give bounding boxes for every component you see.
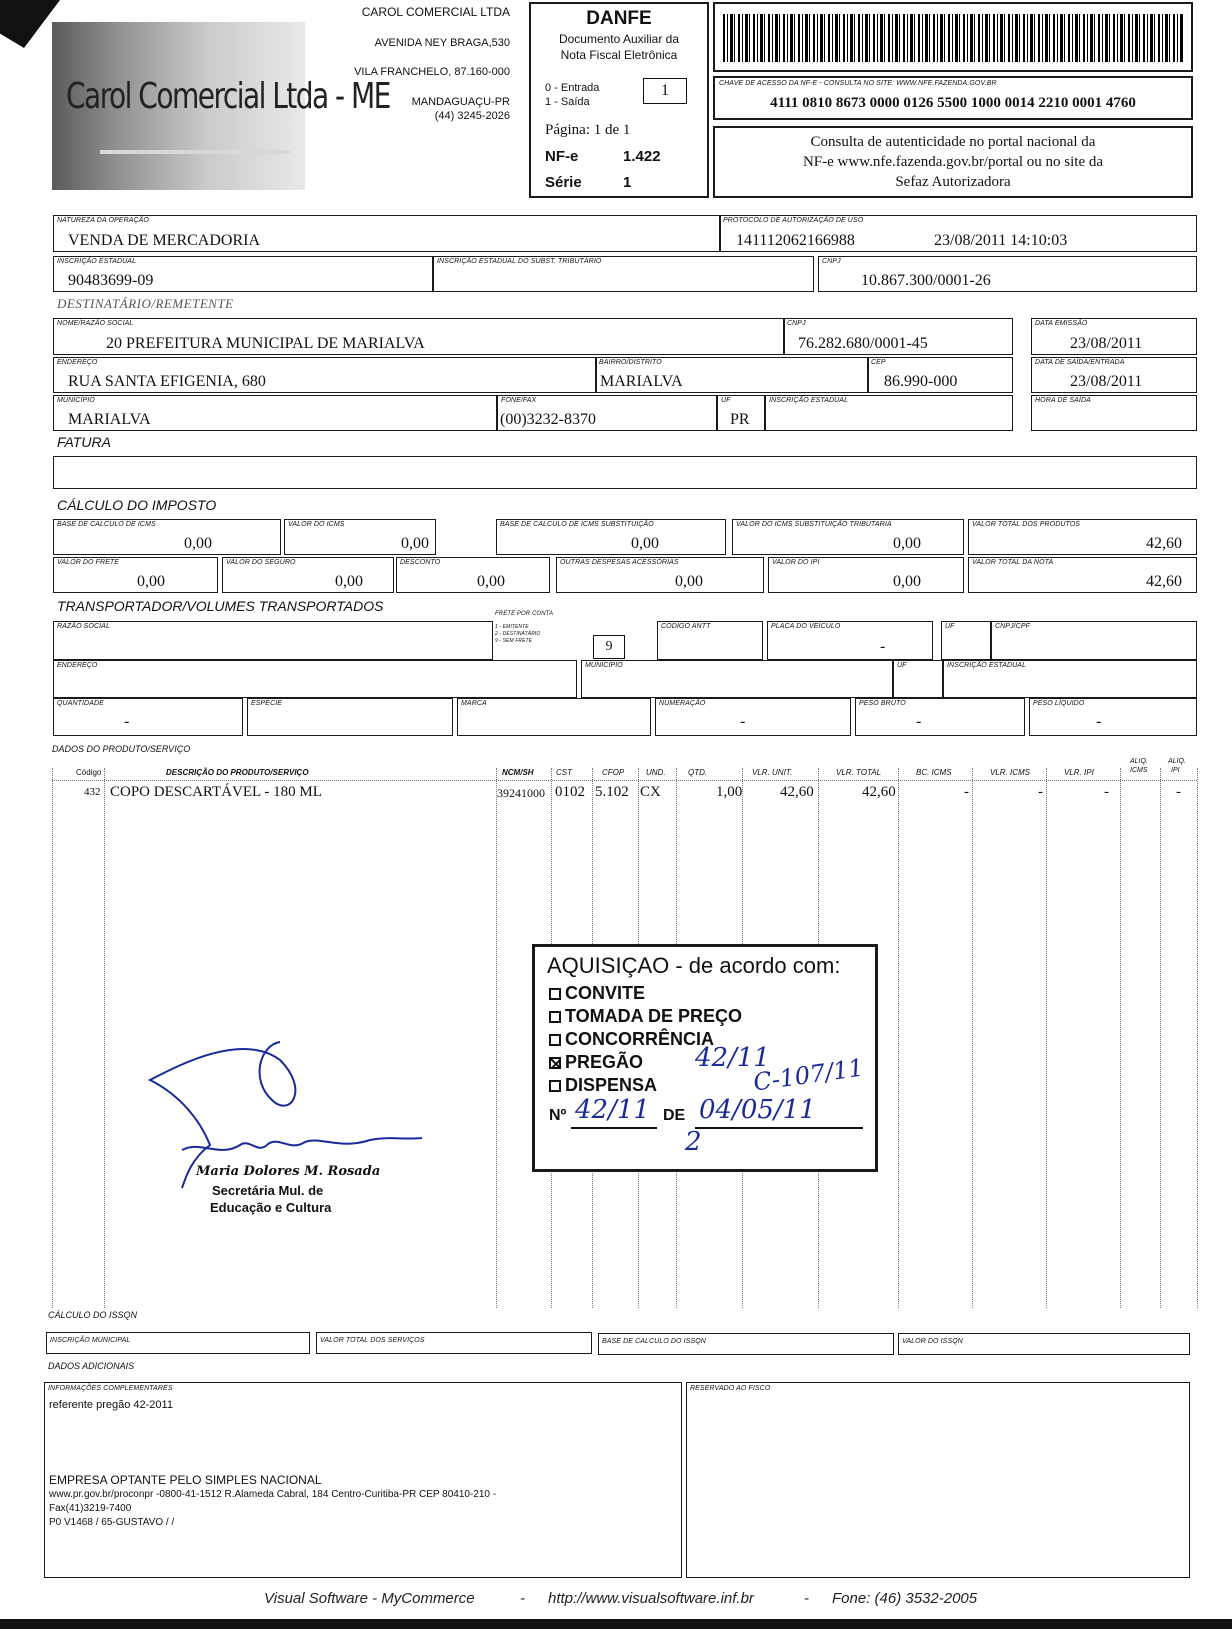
info-line-4: Fax(41)3219-7400 xyxy=(49,1503,132,1514)
scan-corner-mark xyxy=(0,0,60,48)
row-vlr-icms: - xyxy=(1038,784,1043,800)
access-key-label: CHAVE DE ACESSO DA NF-E - CONSULTA NO SITE: WWW.NFE.FAZENDA.GOV.BR xyxy=(719,80,997,87)
icms-field xyxy=(284,519,436,555)
district-value: MARIALVA xyxy=(600,373,683,390)
exit-date-label: DATA DE SAÍDA/ENTRADA xyxy=(1035,359,1125,366)
carrier-name-label: RAZÃO SOCIAL xyxy=(57,623,110,630)
issqn-value-label: VALOR DO ISSQN xyxy=(902,1338,963,1345)
danfe-box xyxy=(529,2,709,198)
signature-role-1: Secretária Mul. de xyxy=(212,1183,324,1198)
icms-st-value: 0,00 xyxy=(893,535,921,552)
total-products-value: 42,60 xyxy=(1146,535,1182,552)
issuer-cnpj-field xyxy=(818,256,1197,292)
quantity-value: - xyxy=(124,713,130,730)
col-sep xyxy=(104,768,105,1308)
row-code: 432 xyxy=(84,786,101,798)
exit-date-value: 23/08/2011 xyxy=(1070,373,1143,390)
row-unit-price: 42,60 xyxy=(780,784,814,800)
stamp-item-label: CONCORRÊNCIA xyxy=(565,1029,715,1049)
city-field xyxy=(53,395,497,431)
uf-label: UF xyxy=(721,397,731,404)
nature-field xyxy=(53,215,721,252)
recipient-name-value: 20 PREFEITURA MUNICIPAL DE MARIALVA xyxy=(106,335,425,352)
issuer-city: MANDAGUAÇU-PR xyxy=(411,96,510,108)
col-total: VLR. TOTAL xyxy=(836,768,882,777)
plate-field xyxy=(767,621,933,660)
freight-opt-1: 1 - EMITENTE xyxy=(495,624,529,630)
stamp-item-tomada xyxy=(549,1006,742,1027)
col-aliq-icms-1: ALIQ. xyxy=(1130,758,1148,765)
ie-st-field xyxy=(433,256,814,292)
cep-label: CEP xyxy=(871,359,886,366)
col-sep xyxy=(972,768,973,1308)
carrier-ie-field xyxy=(943,660,1197,698)
info-line-3: www.pr.gov.br/proconpr -0800-41-1512 R.Alameda Cabral, 184 Centro-Curitiba-PR CEP 80410-210 - xyxy=(49,1489,497,1500)
carrier-uf-field xyxy=(941,621,991,660)
insurance-value: 0,00 xyxy=(335,573,363,590)
tax-section-title: CÁLCULO DO IMPOSTO xyxy=(57,497,217,513)
col-aliq-icms-2: ICMS xyxy=(1130,767,1148,774)
products-section-title: DADOS DO PRODUTO/SERVIÇO xyxy=(52,744,191,754)
footer-software: Visual Software - MyCommerce xyxy=(264,1590,475,1607)
total-products-label: VALOR TOTAL DOS PRODUTOS xyxy=(972,521,1081,528)
carrier-uf-label: UF xyxy=(945,623,955,630)
carrier-address-field xyxy=(53,660,577,698)
address-label: ENDEREÇO xyxy=(57,359,98,366)
footer-url[interactable]: http://www.visualsoftware.inf.br xyxy=(548,1590,754,1607)
recipient-cnpj-value: 76.282.680/0001-45 xyxy=(798,335,928,352)
freight-opt-2: 2 - DESTINATÁRIO xyxy=(495,631,541,637)
serie-number: 1 xyxy=(623,174,632,191)
row-cfop: 5.102 xyxy=(595,784,629,800)
type-box xyxy=(643,78,687,104)
phone-field xyxy=(497,395,717,431)
base-icms-label: BASE DE CALCULO DE ICMS xyxy=(57,521,156,528)
row-bc-icms: - xyxy=(964,784,969,800)
carrier-ie-label: INSCRIÇÃO ESTADUAL xyxy=(947,662,1027,669)
logo-underline xyxy=(100,150,290,154)
cep-value: 86.990-000 xyxy=(884,373,958,390)
serie-label: Série xyxy=(545,174,582,191)
freight-field xyxy=(53,557,218,593)
checkbox-icon xyxy=(549,988,561,1000)
checkbox-icon xyxy=(549,1080,561,1092)
row-total: 42,60 xyxy=(862,784,896,800)
scan-bottom-edge xyxy=(0,1619,1232,1629)
stamp-number-line xyxy=(571,1127,657,1129)
col-vlr-icms: VLR. ICMS xyxy=(990,768,1031,777)
numbering-label: NUMERAÇÃO xyxy=(659,700,706,707)
icms-st-field xyxy=(732,519,964,555)
emission-label: DATA EMISSÃO xyxy=(1035,320,1088,327)
insurance-field xyxy=(222,557,394,593)
access-key-value: 4111 0810 8673 0000 0126 5500 1000 0014 2210 0001 4760 xyxy=(770,95,1136,111)
other-expenses-label: OUTRAS DESPESAS ACESSÓRIAS xyxy=(560,559,679,566)
complementary-info-box xyxy=(44,1382,682,1578)
carrier-uf2-label: UF xyxy=(897,662,907,669)
footer-phone: Fone: (46) 3532-2005 xyxy=(832,1590,978,1607)
additional-section-title: DADOS ADICIONAIS xyxy=(48,1361,135,1371)
col-sep xyxy=(1120,768,1121,1308)
municipal-reg-field xyxy=(46,1332,310,1354)
antt-field xyxy=(657,621,763,660)
exit-time-field xyxy=(1031,395,1197,431)
stamp-number-value: 42/11 xyxy=(575,1095,650,1125)
consult-line-2: NF-e www.nfe.fazenda.gov.br/portal ou no site da xyxy=(802,154,1104,170)
consult-line-3: Sefaz Autorizadora xyxy=(895,174,1011,190)
insurance-label: VALOR DO SEGURO xyxy=(226,559,296,566)
base-icms-value: 0,00 xyxy=(184,535,212,552)
hand-note-3: 2 xyxy=(685,1127,702,1157)
city-value: MARIALVA xyxy=(68,411,151,428)
issqn-value-field xyxy=(898,1333,1190,1355)
col-unit-price: VLR. UNIT. xyxy=(752,768,793,777)
ipi-value: 0,00 xyxy=(893,573,921,590)
discount-label: DESCONTO xyxy=(400,559,441,566)
base-icms-field xyxy=(53,519,281,555)
freight-label: VALOR DO FRETE xyxy=(57,559,120,566)
total-note-field xyxy=(968,557,1197,593)
stamp-item-label: PREGÃO xyxy=(565,1052,644,1072)
col-sep xyxy=(1046,768,1047,1308)
nature-label: NATUREZA DA OPERAÇÃO xyxy=(57,217,149,224)
issqn-base-label: BASE DE CALCULO DO ISSQN xyxy=(602,1338,706,1345)
protocol-label: PROTOCOLO DE AUTORIZAÇÃO DE USO xyxy=(723,217,864,224)
numbering-value: - xyxy=(740,713,746,730)
row-cst: 0102 xyxy=(555,784,585,800)
other-expenses-field xyxy=(556,557,764,593)
signature-role-2: Educação e Cultura xyxy=(210,1200,332,1215)
recipient-name-field xyxy=(53,318,785,355)
col-aliq-ipi-2: IPI xyxy=(1171,767,1180,774)
species-field xyxy=(247,698,453,736)
exit-time-label: HORA DE SAÍDA xyxy=(1035,397,1091,404)
cep-field xyxy=(867,357,1013,393)
base-st-label: BASE DE CALCULO DE ICMS SUBSTITUIÇÃO xyxy=(500,521,654,528)
uf-field xyxy=(717,395,765,431)
col-aliq-ipi-1: ALIQ. xyxy=(1168,758,1186,765)
numbering-field xyxy=(655,698,851,736)
transport-section-title: TRANSPORTADOR/VOLUMES TRANSPORTADOS xyxy=(57,598,384,614)
services-total-field xyxy=(316,1332,592,1354)
stamp-item-label: TOMADA DE PREÇO xyxy=(565,1006,743,1026)
freight-code-box xyxy=(593,635,625,659)
carrier-uf2-field xyxy=(893,660,943,698)
recipient-ie-field xyxy=(765,395,1013,431)
col-sep xyxy=(496,768,497,1308)
stamp-date-line xyxy=(695,1127,863,1129)
col-qty: QTD. xyxy=(688,768,708,777)
discount-field xyxy=(396,557,550,593)
base-st-value: 0,00 xyxy=(631,535,659,552)
carrier-name-field xyxy=(53,621,493,660)
exit-date-field xyxy=(1031,357,1197,393)
quantity-field xyxy=(53,698,243,736)
hand-note-2: C-107/11 xyxy=(751,1053,866,1097)
freight-code-value: 9 xyxy=(605,639,613,654)
carrier-city-label: MUNICÍPIO xyxy=(585,662,623,669)
plate-label: PLACA DO VEÍCULO xyxy=(771,623,841,630)
issuer-cnpj-label: CNPJ xyxy=(822,258,841,265)
recipient-ie-label: INSCRIÇÃO ESTADUAL xyxy=(769,397,849,404)
col-vlr-ipi: VLR. IPI xyxy=(1064,768,1094,777)
col-bc-icms: BC. ICMS xyxy=(916,768,952,777)
consult-box xyxy=(713,126,1193,198)
district-label: BAIRRO/DISTRITO xyxy=(599,359,662,366)
brand-label: MARCA xyxy=(461,700,487,707)
net-weight-value: - xyxy=(1096,713,1102,730)
type-value: 1 xyxy=(661,82,669,99)
row-desc: COPO DESCARTÁVEL - 180 ML xyxy=(110,784,322,800)
stamp-item-pregao xyxy=(549,1052,643,1073)
logo-text: Carol Comercial Ltda - ME xyxy=(66,76,390,117)
ie-st-label: INSCRIÇÃO ESTADUAL DO SUBST. TRIBUTÁRIO xyxy=(437,258,602,265)
recipient-cnpj-field xyxy=(783,318,1013,355)
freight-resp-label: FRETE POR CONTA xyxy=(495,611,554,617)
gross-weight-field xyxy=(855,698,1025,736)
entry-label: 0 - Entrada xyxy=(545,82,600,94)
freight-responsibility xyxy=(495,611,653,660)
row-ncm: 39241000 xyxy=(497,786,545,800)
quantity-label: QUANTIDADE xyxy=(57,700,104,707)
icms-st-label: VALOR DO ICMS SUBSTITUIÇÃO TRIBUTARIA xyxy=(736,521,892,528)
ie-value: 90483699-09 xyxy=(68,272,154,289)
hand-note-1: 42/11 xyxy=(695,1043,770,1073)
nfe-label: NF-e xyxy=(545,148,579,165)
services-total-label: VALOR TOTAL DOS SERVIÇOS xyxy=(320,1337,425,1344)
species-label: ESPÉCIE xyxy=(251,700,283,707)
issuer-district: VILA FRANCHELO, 87.160-000 xyxy=(354,66,510,78)
phone-label: FONE/FAX xyxy=(501,397,537,404)
danfe-title: DANFE xyxy=(586,8,652,29)
icms-value: 0,00 xyxy=(401,535,429,552)
stamp-date-value: 04/05/11 xyxy=(699,1095,816,1125)
stamp-item-dispensa xyxy=(549,1075,657,1096)
gross-weight-label: PESO BRUTO xyxy=(859,700,906,707)
plate-value: - xyxy=(880,638,886,655)
icms-label: VALOR DO ICMS xyxy=(288,521,345,528)
page-number: Página: 1 de 1 xyxy=(545,122,631,138)
issqn-section-title: CÁLCULO DO ISSQN xyxy=(48,1310,138,1320)
city-label: MUNICÍPIO xyxy=(57,397,95,404)
stamp-item-label: DISPENSA xyxy=(565,1075,658,1095)
address-field xyxy=(53,357,597,393)
address-value: RUA SANTA EFIGENIA, 680 xyxy=(68,373,266,390)
row-aliq-ipi: - xyxy=(1176,784,1181,800)
base-st-field xyxy=(496,519,726,555)
recipient-name-label: NOME/RAZÃO SOCIAL xyxy=(57,320,134,327)
recipient-section-title: DESTINATÁRIO/REMETENTE xyxy=(57,296,234,311)
stamp-item-convite xyxy=(549,983,645,1004)
barcode-box xyxy=(713,2,1193,72)
discount-value: 0,00 xyxy=(477,573,505,590)
col-sep xyxy=(1160,768,1161,1308)
stamp-of-label: DE xyxy=(663,1107,686,1124)
footer-sep-2: - xyxy=(804,1590,809,1607)
net-weight-label: PESO LÍQUIDO xyxy=(1033,700,1085,707)
info-line-1: referente pregão 42-2011 xyxy=(49,1399,173,1411)
issuer-logo xyxy=(52,22,390,190)
fatura-section-title: FATURA xyxy=(57,434,111,450)
consult-line-1: Consulta de autenticidade no portal nacional da xyxy=(810,134,1096,150)
ipi-field xyxy=(768,557,964,593)
protocol-field xyxy=(719,215,1197,252)
municipal-reg-label: INSCRIÇÃO MUNICIPAL xyxy=(50,1337,131,1344)
info-line-2: EMPRESA OPTANTE PELO SIMPLES NACIONAL xyxy=(49,1473,322,1487)
footer-sep-1: - xyxy=(520,1590,525,1607)
recipient-cnpj-label: CNPJ xyxy=(787,320,806,327)
col-sep xyxy=(898,768,899,1308)
other-expenses-value: 0,00 xyxy=(675,573,703,590)
fisco-box xyxy=(686,1382,1190,1578)
brand-field xyxy=(457,698,651,736)
col-cst: CST xyxy=(556,768,572,777)
fatura-box xyxy=(53,456,1197,489)
exit-label: 1 - Saída xyxy=(545,96,590,108)
col-unit: UND. xyxy=(646,768,666,777)
phone-value: (00)3232-8370 xyxy=(500,411,596,428)
total-products-field xyxy=(968,519,1197,555)
protocol-date: 23/08/2011 14:10:03 xyxy=(934,232,1068,249)
fisco-label: RESERVADO AO FISCO xyxy=(690,1385,771,1392)
district-field xyxy=(595,357,869,393)
net-weight-field xyxy=(1029,698,1197,736)
col-sep xyxy=(1197,768,1198,1308)
danfe-subtitle-2: Nota Fiscal Eletrônica xyxy=(560,48,678,62)
checkbox-icon xyxy=(549,1011,561,1023)
header-rule xyxy=(52,780,1197,781)
stamp-item-label: CONVITE xyxy=(565,983,646,1003)
access-key-box xyxy=(713,76,1193,120)
col-desc: DESCRIÇÃO DO PRODUTO/SERVIÇO xyxy=(166,768,309,777)
row-vlr-ipi: - xyxy=(1104,784,1109,800)
issuer-name: CAROL COMERCIAL LTDA xyxy=(361,5,510,19)
ie-label: INSCRIÇÃO ESTADUAL xyxy=(57,258,137,265)
barcode xyxy=(723,14,1183,62)
total-note-value: 42,60 xyxy=(1146,573,1182,590)
freight-value: 0,00 xyxy=(137,573,165,590)
col-cfop: CFOP xyxy=(602,768,625,777)
total-note-label: VALOR TOTAL DA NOTA xyxy=(972,559,1054,566)
stamp-number-label: Nº xyxy=(549,1107,567,1124)
ipi-label: VALOR DO IPI xyxy=(772,559,820,566)
antt-label: CÓDIGO ANTT xyxy=(661,623,711,630)
protocol-value: 141112062166988 xyxy=(736,232,855,249)
col-ncm: NCM/SH xyxy=(502,768,534,777)
nfe-number: 1.422 xyxy=(623,148,661,165)
row-unit: CX xyxy=(640,784,661,800)
gross-weight-value: - xyxy=(916,713,922,730)
footer xyxy=(0,1590,1232,1612)
signature-name: Maria Dolores M. Rosada xyxy=(196,1164,381,1179)
issuer-address: AVENIDA NEY BRAGA,530 xyxy=(374,37,510,49)
row-qty: 1,00 xyxy=(716,784,743,800)
issuer-phone: (44) 3245-2026 xyxy=(434,110,510,122)
ie-field xyxy=(53,256,433,292)
complementary-info-label: INFORMAÇÕES COMPLEMENTARES xyxy=(48,1385,173,1392)
col-code: Código xyxy=(76,768,102,777)
issqn-base-field xyxy=(598,1333,894,1355)
carrier-city-field xyxy=(581,660,893,698)
col-sep xyxy=(52,768,53,1308)
freight-opt-3: 9 - SEM FRETE xyxy=(495,638,533,644)
stamp-item-concorrencia xyxy=(549,1029,714,1050)
danfe-subtitle-1: Documento Auxiliar da xyxy=(558,32,680,46)
carrier-cnpj-label: CNPJ/CPF xyxy=(995,623,1031,630)
stamp-title: AQUISIÇAO - de acordo com: xyxy=(547,953,841,978)
acquisition-stamp xyxy=(532,944,878,1172)
uf-value: PR xyxy=(730,411,750,428)
carrier-cnpj-field xyxy=(991,621,1197,660)
checked-checkbox-icon xyxy=(549,1057,561,1069)
nature-value: VENDA DE MERCADORIA xyxy=(68,232,260,249)
info-line-5: P0 V1468 / 65-GUSTAVO / / xyxy=(49,1517,175,1528)
checkbox-icon xyxy=(549,1034,561,1046)
emission-field xyxy=(1031,318,1197,355)
issuer-cnpj-value: 10.867.300/0001-26 xyxy=(861,272,991,289)
emission-value: 23/08/2011 xyxy=(1070,335,1143,352)
carrier-address-label: ENDEREÇO xyxy=(57,662,98,669)
